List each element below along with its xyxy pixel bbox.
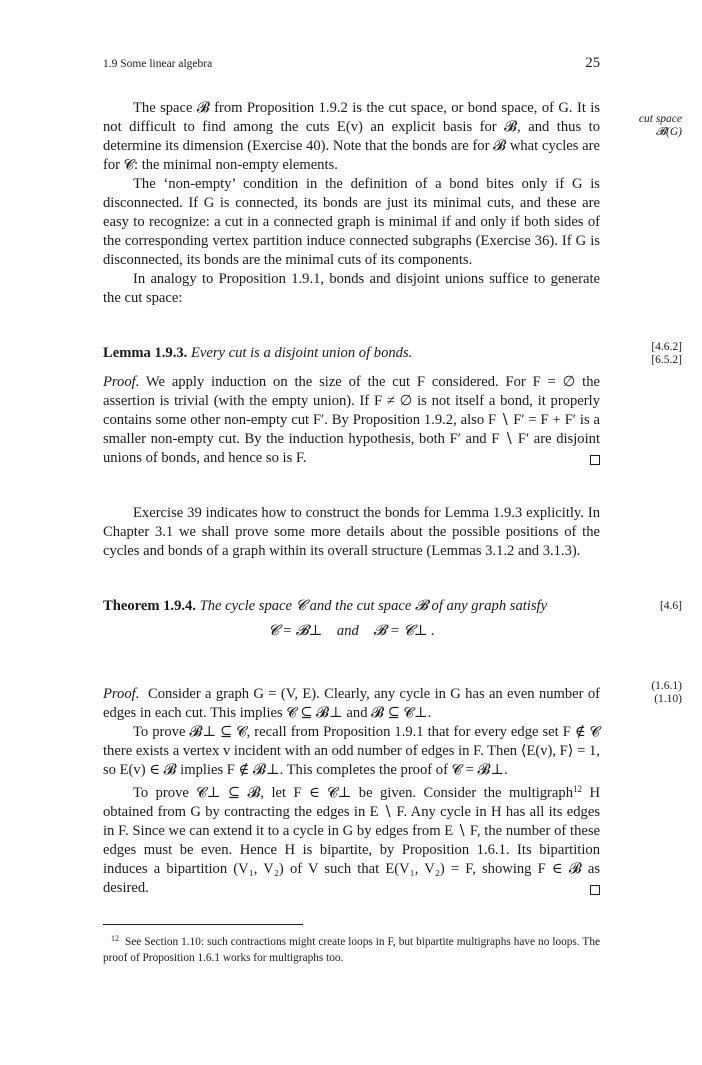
page-number: 25 — [585, 55, 600, 71]
section-title: 1.9 Some linear algebra — [103, 58, 213, 70]
equation-and: and — [336, 623, 359, 639]
theorem-text: The cycle space 𝓒 and the cut space 𝓑 of any graph satisfy — [199, 598, 548, 614]
margin-note-cut-space — [610, 113, 682, 139]
paragraph-exercise: Exercise 39 indicates how to construct the bonds for Lemma 1.9.3 explicitly. In Chapter 3.1 we shall prove some more details about the possible positions of the cycles and bonds of a graph within its overall structure (Lemmas 3.1.2 and 3.1.3). — [103, 505, 600, 559]
qed-box-icon — [590, 455, 600, 465]
margin-term: cut space — [638, 113, 682, 125]
proof-text: To prove 𝓒⊥ ⊆ 𝓑, let F ∈ 𝓒⊥ be given. Consider the multigraph — [133, 785, 573, 801]
margin-ref: [4.6] — [659, 600, 682, 612]
lemma-proof — [103, 373, 600, 468]
proof-text: H obtained from G by contracting the edges in E ∖ F. Any cycle in H has all its edges in F. Since we can extend it to a cycle in G by edges from E ∖ F, the number of these edges must be even. Hence H is bipartite, by Proposition 1.6.1. Its bipartition induces a bipartition (V₁, V₂) of V such that E(V₁, V₂) = F, showing F ∈ 𝓑 as desired. — [103, 785, 600, 896]
proof-text: Consider a graph G = (V, E). Clearly, any cycle in G has an even number of edges in each cut. This implies 𝓒 ⊆ 𝓑⊥ and 𝓑 ⊆ 𝓒⊥. — [103, 686, 601, 721]
footnote-text: See Section 1.10: such contractions might create loops in F, but bipartite multigraphs have no loops. The proof of Proposition 1.6.1 works for multigraphs too. — [103, 936, 600, 964]
margin-note-theorem-ref — [610, 600, 682, 613]
paragraph-cut-space: The space 𝓑 from Proposition 1.9.2 is the cut space, or bond space, of G. It is not difficult to find among the cuts E(v) an explicit basis for 𝓑, and thus to determine its dimension (Exercise 40). Note that the bonds are for 𝓑 what cycles are for 𝓒: the minimal non-empty elements. — [103, 100, 600, 173]
margin-symbol: 𝓑(G) — [655, 126, 682, 138]
theorem-proof-p2: To prove 𝓑⊥ ⊆ 𝓒, recall from Proposition 1.9.1 that for every edge set F ∉ 𝓒 there exists a vertex v incident with an odd number of edges in F. Then ⟨E(v), F⟩ = 1, so E(v) ∈ 𝓑 implies F ∉ 𝓑⊥. This completes the proof of 𝓒 = 𝓑⊥. — [103, 724, 600, 778]
theorem-proof-p3 — [103, 780, 600, 898]
footnote-number: 12 — [111, 934, 119, 943]
intro-section — [103, 99, 600, 308]
footnote — [103, 931, 600, 966]
equation-right: 𝓑 = 𝓒⊥ . — [373, 623, 435, 639]
margin-ref: (1.6.1) — [651, 680, 682, 692]
lemma-text: Every cut is a disjoint union of bonds. — [190, 345, 413, 361]
lemma-label: Lemma 1.9.3. — [103, 345, 188, 361]
footnote-rule — [103, 924, 303, 925]
paragraph-non-empty: The ‘non-empty’ condition in the definition of a bond bites only if G is disconnected. If G is connected, its bonds are just its minimal cuts, and these are easy to recognize: a cut in a connected graph is minimal if and only if both sides of the corresponding vertex partition induce connected subgraphs (Exercise 36). If G is disconnected, its bonds are the minimal cuts of its components. — [103, 176, 600, 268]
lemma-statement — [103, 344, 600, 363]
theorem-label: Theorem 1.9.4. — [103, 598, 196, 614]
lemma-block — [103, 344, 600, 468]
margin-note-lemma-refs — [610, 341, 682, 367]
proof-label: Proof. — [103, 374, 140, 390]
footnote-mark: 12 — [573, 784, 582, 794]
margin-ref: [6.5.2] — [651, 354, 682, 366]
margin-note-proof-refs — [610, 680, 682, 706]
equation-left: 𝓒 = 𝓑⊥ — [268, 623, 323, 639]
margin-ref: (1.10) — [654, 693, 682, 705]
margin-ref: [4.6.2] — [651, 341, 682, 353]
running-header — [103, 55, 600, 71]
theorem-statement — [103, 597, 600, 616]
qed-box-icon — [590, 885, 600, 895]
theorem-block — [103, 597, 600, 641]
theorem-display-equation — [103, 622, 600, 641]
theorem-proof-p1 — [103, 685, 600, 723]
paragraph-analogy: In analogy to Proposition 1.9.1, bonds and disjoint unions suffice to generate the cut space: — [103, 271, 600, 306]
exercise-section — [103, 504, 600, 561]
proof-label: Proof. — [103, 686, 140, 702]
theorem-proof — [103, 685, 600, 898]
proof-text: We apply induction on the size of the cut F considered. For F = ∅ the assertion is trivial (with the empty union). If F ≠ ∅ is not itself a bond, it properly contains some other non-empty cut F′. By Proposition 1.9.2, also F ∖ F′ = F + F′ is a smaller non-empty cut. By the induction hypothesis, both F′ and F ∖ F′ are disjoint unions of bonds, and hence so is F. — [103, 374, 600, 466]
